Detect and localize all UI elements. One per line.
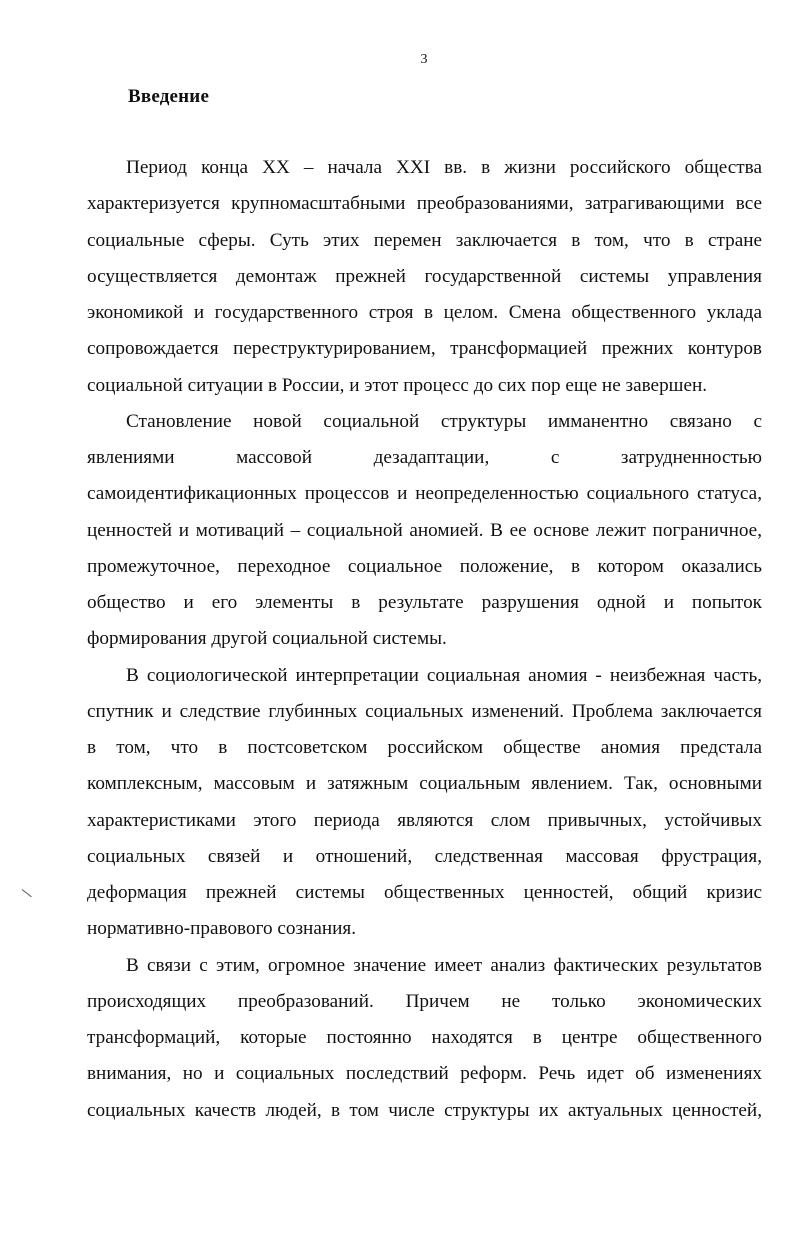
text-line: промежуточное, переходное социальное положение, в котором оказались: [87, 555, 762, 577]
text-line: нормативно-правового сознания.: [87, 918, 356, 940]
text-line: социальные сферы. Суть этих перемен заключается в том, что в стране: [87, 229, 762, 251]
text-line: спутник и следствие глубинных социальных изменений. Проблема заключается: [87, 700, 762, 722]
text-line: трансформаций, которые постоянно находятся в центре общественного: [87, 1027, 762, 1048]
text-line: сопровождается переструктурированием, трансформацией прежних контуров: [87, 338, 762, 360]
text-line: формирования другой социальной системы.: [87, 628, 447, 650]
scan-artifact-mark: [22, 889, 32, 897]
section-heading: Введение: [128, 86, 210, 107]
text-line: общество и его элементы в результате разрушения одной и попыток: [87, 592, 762, 613]
text-line: социальных качеств людей, в том числе структуры их актуальных ценностей,: [87, 1099, 762, 1121]
text-line: социальных связей и отношений, следственная массовая фрустрация,: [87, 845, 762, 867]
paragraph-1: [87, 150, 762, 404]
text-line: экономикой и государственного строя в целом. Смена общественного уклада: [87, 302, 762, 323]
text-line: внимания, но и социальных последствий реформ. Речь идет об изменениях: [87, 1063, 762, 1085]
paragraph-4: [87, 948, 762, 1129]
text-line: явлениями массовой дезадаптации, с затрудненностью: [87, 447, 762, 468]
text-line: В социологической интерпретации социальная аномия - неизбежная часть,: [126, 664, 762, 686]
text-line: самоидентификационных процессов и неопределенностью социального статуса,: [87, 483, 762, 505]
text-line: ценностей и мотиваций – социальной аномией. В ее основе лежит пограничное,: [87, 519, 762, 541]
text-line: в том, что в постсоветском российском обществе аномия предстала: [87, 737, 762, 758]
paragraph-3: [87, 658, 762, 948]
text-line: социальной ситуации в России, и этот процесс до сих пор еще не завершен.: [87, 374, 708, 396]
page-number: 3: [420, 52, 428, 67]
text-line: Становление новой социальной структуры имманентно связано с: [126, 410, 762, 432]
text-line: характеризуется крупномасштабными преобразованиями, затрагивающими все: [87, 193, 762, 215]
text-line: Период конца XX – начала XXI вв. в жизни российского общества: [126, 157, 762, 178]
paragraph-2: [87, 404, 762, 658]
text-line: деформация прежней системы общественных ценностей, общий кризис: [87, 882, 762, 903]
text-line: В связи с этим, огромное значение имеет анализ фактических результатов: [126, 954, 762, 976]
text-line: происходящих преобразований. Причем не только экономических: [87, 990, 762, 1012]
text-line: осуществляется демонтаж прежней государственной системы управления: [87, 265, 762, 287]
text-line: комплексным, массовым и затяжным социальным явлением. Так, основными: [87, 773, 762, 795]
text-line: характеристиками этого периода являются слом привычных, устойчивых: [87, 809, 762, 831]
document-body: [87, 150, 762, 1129]
